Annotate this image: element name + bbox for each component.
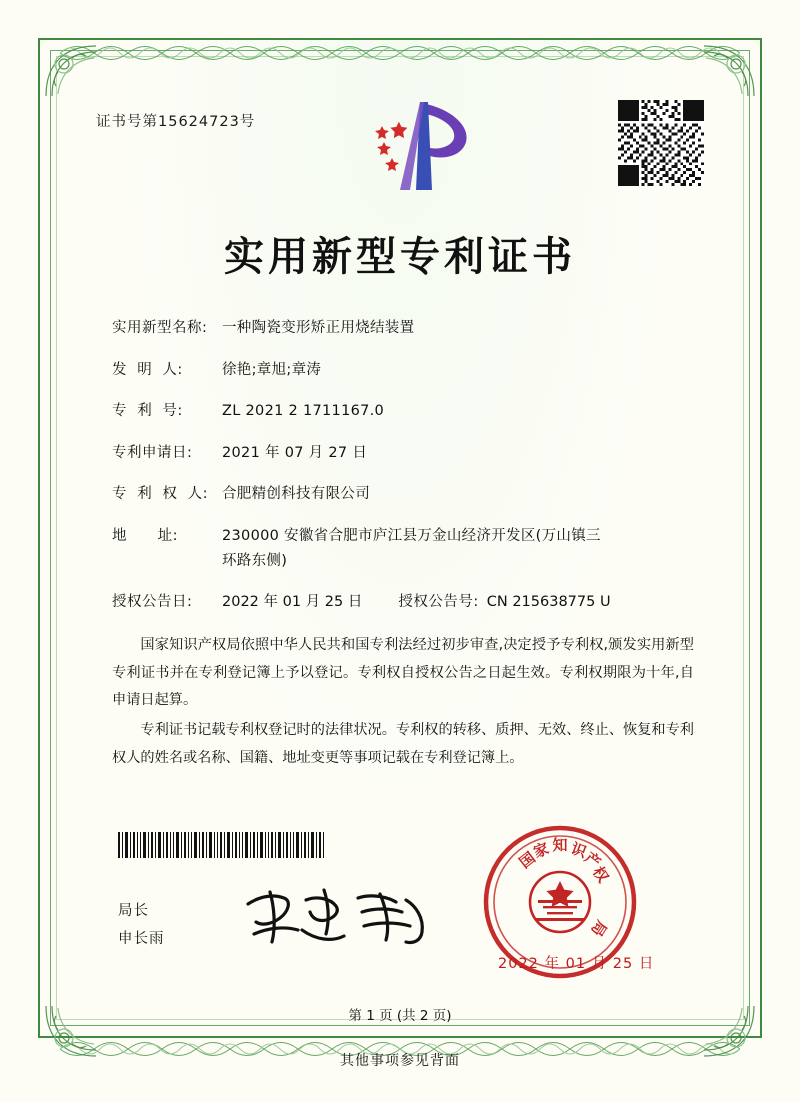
legal-text — [112, 632, 694, 774]
field-value: 合肥精创科技有限公司 — [222, 486, 370, 503]
field-row-inventors — [112, 360, 712, 381]
field-label: 地 址: — [112, 527, 179, 544]
svg-text:国: 国 — [515, 848, 539, 872]
svg-text:识: 识 — [568, 839, 589, 862]
field-label: 专 利 权 人: — [112, 486, 209, 503]
field-value: 徐艳;章旭;章涛 — [222, 361, 322, 378]
field-value-line1: 230000 安徽省合肥市庐江县万金山经济开发区(万山镇三 — [222, 527, 601, 544]
cnipa-logo-icon — [370, 98, 480, 194]
page-title: 实用新型专利证书 — [224, 234, 576, 280]
field-value — [222, 526, 712, 572]
svg-text:产: 产 — [581, 848, 605, 872]
svg-text:家: 家 — [531, 839, 552, 862]
field-label: 发 明 人: — [112, 361, 183, 378]
svg-text:知: 知 — [552, 836, 568, 854]
director-role-label: 局长 — [118, 903, 149, 919]
field-value-line2: 环路东侧) — [222, 552, 288, 569]
field-value: 一种陶瓷变形矫正用烧结装置 — [222, 320, 415, 336]
barcode-icon — [118, 832, 324, 858]
field-row-utility-model-name — [112, 318, 712, 339]
qr-code-icon — [618, 100, 704, 186]
field-label: 专 利 号: — [112, 403, 183, 420]
field-value: 2021 年 07 月 27 日 — [222, 444, 368, 461]
signature-labels — [118, 898, 165, 953]
field-row-patentee — [112, 484, 712, 505]
field-row-application-date — [112, 443, 712, 464]
field-label: 实用新型名称: — [112, 320, 208, 336]
corner-ornament-icon — [44, 44, 98, 98]
publication-number-label: 授权公告号: — [398, 594, 479, 611]
seal-date: 2022 年 01 月 25 日 — [498, 956, 655, 972]
paragraph-2: 专利证书记载专利权登记时的法律状况。专利权的转移、质押、无效、终止、恢复和专利权人的姓名或名称、国籍、地址变更等事项记载在专利登记簿上。 — [112, 722, 694, 766]
field-list — [112, 318, 712, 613]
page-number: 第 1 页 (共 2 页) — [348, 1008, 452, 1024]
handwritten-signature-icon — [240, 882, 440, 952]
publication-number-value: CN 215638775 U — [486, 594, 611, 611]
director-name-label: 申长雨 — [118, 930, 165, 947]
certificate-number: 证书号第15624723号 — [96, 114, 256, 130]
ornament-top-icon — [60, 40, 740, 66]
svg-text:局: 局 — [587, 917, 611, 940]
paragraph-1: 国家知识产权局依照中华人民共和国专利法经过初步审查,决定授予专利权,颁发实用新型专利证书并在专利登记簿上予以登记。专利权自授权公告之日起生效。专利权期限为十年,自申请日起算。 — [112, 637, 694, 709]
field-label: 专利申请日: — [112, 444, 193, 461]
field-value: ZL 2021 2 1711167.0 — [222, 403, 385, 420]
field-row-patent-number — [112, 401, 712, 422]
back-side-note: 其他事项参见背面 — [340, 1053, 460, 1069]
field-row-publication — [112, 592, 712, 613]
publication-date-value: 2022 年 01 月 25 日 — [222, 594, 363, 611]
corner-ornament-icon — [702, 44, 756, 98]
publication-date-label: 授权公告日: — [112, 594, 193, 611]
svg-text:权: 权 — [588, 863, 613, 886]
field-row-address — [112, 526, 712, 572]
